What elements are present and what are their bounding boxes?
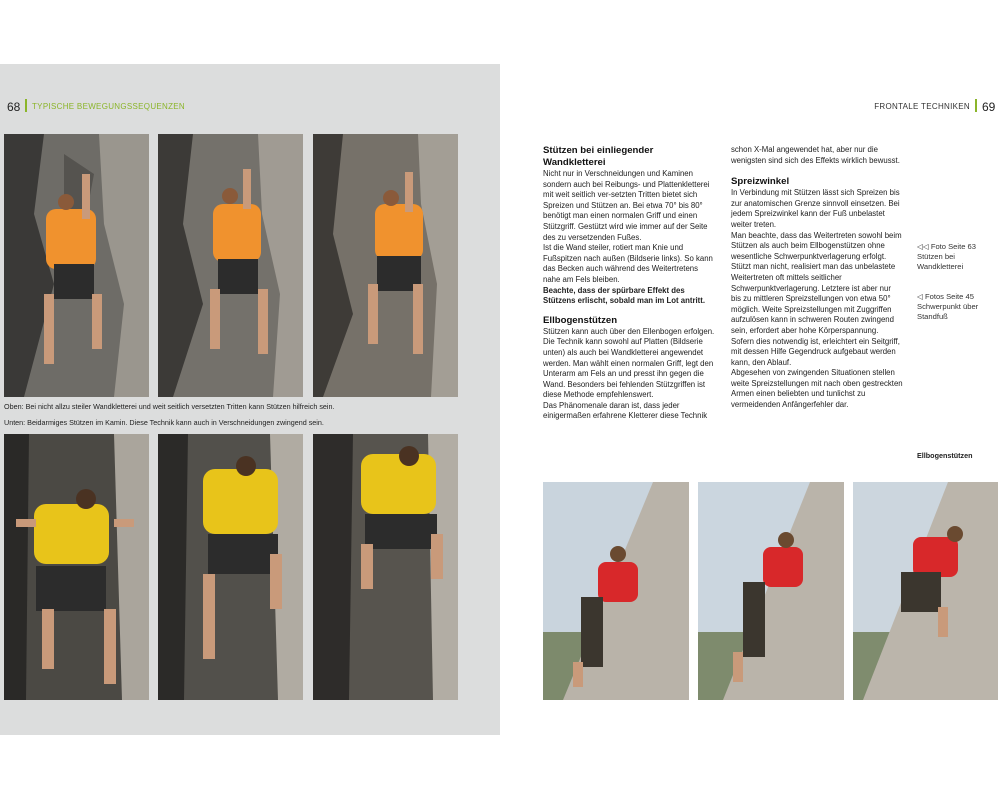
photo-wall-support-3 (313, 134, 458, 397)
photo-chimney-3 (313, 434, 458, 700)
photo-elbow-support-3 (853, 482, 998, 700)
photo-wall-support-1 (4, 134, 149, 397)
caption-bottom: Unten: Beidarmiges Stützen im Kamin. Diese Technik kann auch in Verschneidungen zwingend sein. (4, 418, 324, 427)
paragraph: Stützt man nicht, realisiert man das unbelastete Weitertreten oft mittels seitlicher Schwerpunktverlagerung. Letztere ist aber nur bis zu mittleren Spreizstellungen von etwa 50° möglich. Weite Spreizstellungen mit Zuggriffen aufzulösen kann in schweren Routen zwingend sein, erfordert aber hohe Körperspannung. Sofern dies notwendig ist, erleichtert ein Seitgriff, mit dessen Hilfe Gegendruck aufgebaut werden kann, den Ablauf. (731, 262, 900, 367)
running-head-divider-right (975, 99, 977, 112)
photo-label-elbow: Ellbogenstützen (917, 451, 973, 460)
paragraph: Stützen kann auch über den Ellenbogen erfolgen. Die Technik kann sowohl auf Platten (Bildserie unten) als auch bei Wandkletterei angewendet werden. Man wählt einen normalen Griff, legt den Unterarm am Fels an und presst ihn gegen die Wand. Besonders bei fehlenden Stützgriffen ist diese Methode empfehlenswert. (543, 326, 715, 400)
paragraph: Abgesehen von zwingenden Situationen stellen weite Spreizstellungen mit nach oben gestreckten Armen einen beliebten und tunlichst zu vermeidenden Anfängerfehler dar. (731, 368, 903, 410)
paragraph: Man beachte, dass das Weitertreten sowohl beim Stützen als auch beim Ellbogenstützen ohne wesentliche Schwerpunktverlagerung erfolgt. (731, 230, 902, 261)
photo-chimney-1 (4, 434, 149, 700)
paragraph: In Verbindung mit Stützen lässt sich Spreizen bis zur anatomischen Grenze sinnvoll einsetzen. Bei jedem Spreizwinkel kann der Fuß unbelastet weiter treten. (731, 188, 900, 229)
photo-reference-1: ◁◁ Foto Seite 63 Stützen bei Wandkletterei (917, 242, 976, 271)
photo-wall-support-2 (158, 134, 303, 397)
paragraph-emphasis: Beachte, dass der spürbare Effekt des Stützens erlischt, sobald man im Lot antritt. (543, 285, 706, 306)
photo-reference-2: ◁ Fotos Seite 45 Schwerpunkt über Standfuß (917, 292, 979, 321)
double-left-arrow-icon: ◁◁ (917, 242, 929, 251)
text-column-2 (731, 145, 903, 411)
photo-elbow-support-1 (543, 482, 689, 700)
caption-top: Oben: Bei nicht allzu steiler Wandkletterei und weit seitlich versetzten Tritten kann Stützen hilfreich sein. (4, 402, 335, 411)
heading-spread-angle: Spreizwinkel (731, 176, 790, 188)
running-head-divider (25, 99, 27, 112)
paragraph: schon X-Mal angewendet hat, aber nur die wenigsten sind sich des Effekts wirklich bewusst. (731, 145, 900, 165)
heading-wall-support: Stützen bei einliegender Wandkletterei (543, 145, 654, 168)
photo-elbow-support-2 (698, 482, 844, 700)
right-page-number: 69 (982, 100, 996, 114)
paragraph: Das Phänomenale daran ist, dass jeder einigermaßen erfahrene Kletterer diese Technik (543, 400, 708, 421)
left-page-number: 68 (7, 100, 21, 114)
paragraph: Ist die Wand steiler, rotiert man Knie und Fußspitzen nach außen (Bildserie links). So kann das Becken auch während des Weitertretens nahe am Fels bleiben. (543, 243, 713, 284)
right-running-head: FRONTALE TECHNIKEN (874, 102, 970, 111)
heading-elbow-support: Ellbogenstützen (543, 314, 618, 326)
text-column-1 (543, 145, 717, 422)
photo-chimney-2 (158, 434, 303, 700)
left-arrow-icon: ◁ (917, 292, 923, 301)
left-running-head: TYPISCHE BEWEGUNGSSEQUENZEN (32, 102, 186, 111)
paragraph: Nicht nur in Verschneidungen und Kaminen sondern auch bei Reibungs- und Plattenkletterei mit weit seitlich ver-setzten Tritten bietet sich Spreizen und Stützen an. Bei etwa 70° bis 80° benötigt man einen normalen Griff und einen Stützgriff. Gestützt wird wie immer auf der Seite des zu versetzenden Fußes. (543, 169, 710, 242)
